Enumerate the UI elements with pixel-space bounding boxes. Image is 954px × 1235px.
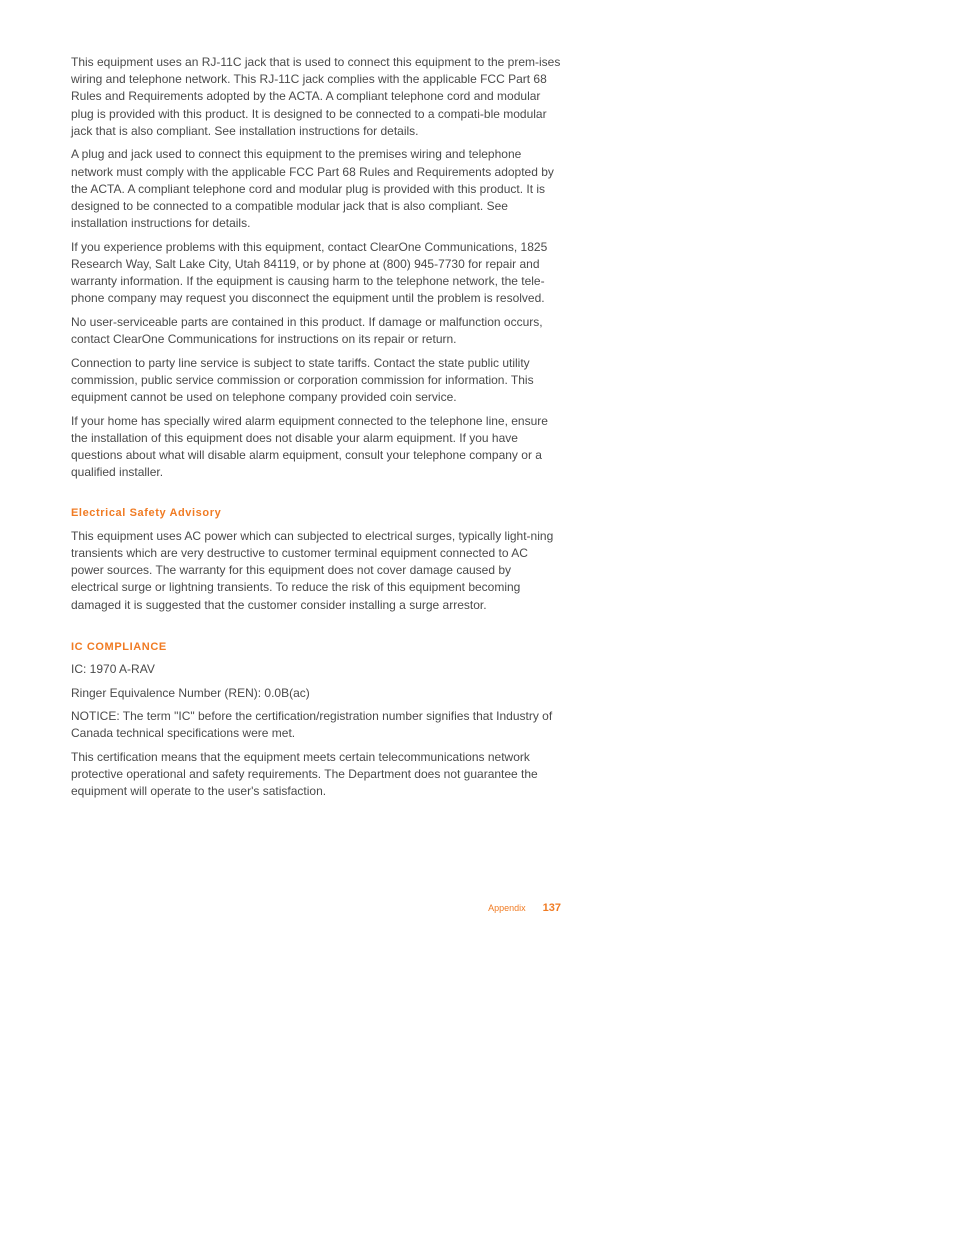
page-number: 137 [542, 902, 561, 914]
ic-number: IC: 1970 A-RAV [71, 662, 155, 677]
body-paragraph: If your home has specially wired alarm equipment connected to the telephone line, ensure the installation of this equipment does not disable your alarm equipment. If you have questions about what will disable alarm equipment, consult your telephone company or a qualified installer. [71, 413, 548, 480]
body-paragraph: This equipment uses an RJ-11C jack that is used to connect this equipment to the prem-ises wiring and telephone network. This RJ-11C jack complies with the applicable FCC Part 68 Rules and Requirements adopted by the ACTA. A compliant telephone cord and modular plug is provided with this product. It is designed to be connected to a compati-ble modular jack that is also compliant. See installation instructions for details. [71, 55, 561, 138]
ic-certification-paragraph: This certification means that the equipment meets certain telecommunications network protective operational and safety requirements. The Department does not guarantee the equipment will operate to the user's satisfaction. [71, 750, 538, 799]
electrical-safety-heading: Electrical Safety Advisory [71, 506, 222, 519]
page-footer [488, 902, 561, 914]
electrical-safety-paragraph: This equipment uses AC power which can subjected to electrical surges, typically light-ning transients which are very destructive to customer terminal equipment connected to AC power sources. The warranty for this equipment does not cover damage caused by electrical surge or lightning transients. To reduce the risk of this equipment becoming damaged it is suggested that the customer consider installing a surge arrestor. [71, 528, 554, 612]
page-content [71, 54, 561, 807]
footer-section-label: Appendix [488, 903, 526, 913]
body-paragraph: No user-serviceable parts are contained in this product. If damage or malfunction occurs, contact ClearOne Communications for instructions on its repair or return. [71, 315, 543, 347]
body-paragraph: A plug and jack used to connect this equipment to the premises wiring and telephone network must comply with the applicable FCC Part 68 Rules and Requirements adopted by the ACTA. A compliant telephone cord and modular plug is provided with this product. It is designed to be connected to a compatible modular jack that is also compliant. See installation instructions for details. [71, 147, 554, 231]
ic-notice: NOTICE: The term "IC" before the certification/registration number signifies that Industry of Canada technical specifications were met. [71, 709, 553, 741]
body-paragraph: Connection to party line service is subject to state tariffs. Contact the state public utility commission, public service commission or corporation commission for information. This equipment cannot be used on telephone company provided coin service. [71, 355, 534, 405]
ic-compliance-heading: IC COMPLIANCE [71, 640, 167, 653]
body-paragraph: If you experience problems with this equipment, contact ClearOne Communications, 1825 Research Way, Salt Lake City, Utah 84119, or by phone at (800) 945-7730 for repair and warranty information. If the equipment is causing harm to the telephone network, the tele-phone company may request you disconnect the equipment until the problem is resolved. [71, 239, 548, 306]
ren-value: Ringer Equivalence Number (REN): 0.0B(ac) [71, 685, 310, 700]
